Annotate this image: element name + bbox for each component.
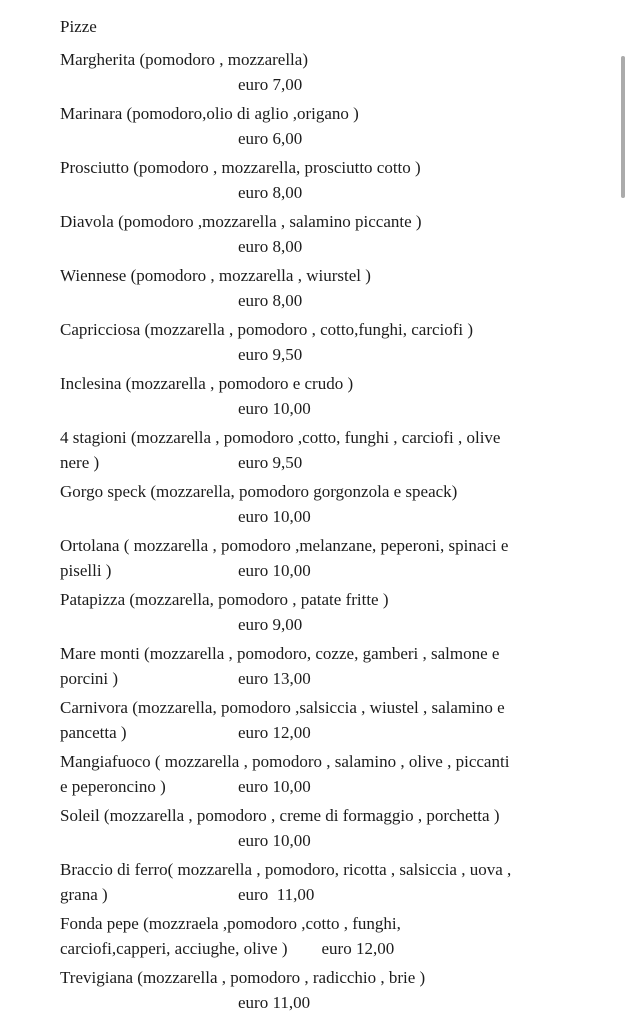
menu-item	[60, 803, 603, 853]
item-name: Mangiafuoco ( mozzarella , pomodoro , salamino , olive , piccanti	[60, 752, 510, 771]
item-name-continued: carciofi,capperi, acciughe, olive )	[60, 939, 288, 958]
item-name: Braccio di ferro( mozzarella , pomodoro, ricotta , salsiccia , uova ,	[60, 860, 512, 879]
menu-item	[60, 371, 603, 421]
item-name: 4 stagioni (mozzarella , pomodoro ,cotto, funghi , carciofi , olive	[60, 428, 501, 447]
item-price: euro 9,50	[238, 345, 303, 364]
item-price-line	[60, 990, 603, 1015]
item-price: euro 12,00	[321, 939, 395, 958]
item-price-line	[60, 342, 603, 367]
menu-item	[60, 209, 603, 259]
item-name-continued: nere )	[60, 453, 100, 472]
menu-item	[60, 965, 603, 1015]
item-price-line	[60, 612, 603, 637]
item-price-line	[60, 396, 603, 421]
item-price: euro 8,00	[238, 291, 303, 310]
item-price-line	[60, 936, 603, 961]
item-name: Gorgo speck (mozzarella, pomodoro gorgonzola e speack)	[60, 482, 458, 501]
menu-item	[60, 533, 603, 583]
item-price: euro 9,50	[238, 453, 303, 472]
menu-item	[60, 317, 603, 367]
menu-item	[60, 47, 603, 97]
item-name: Diavola (pomodoro ,mozzarella , salamino piccante )	[60, 212, 422, 231]
item-price-line	[60, 774, 603, 799]
item-price: euro 13,00	[238, 669, 311, 688]
item-name: Wiennese (pomodoro , mozzarella , wiurstel )	[60, 266, 371, 285]
item-price: euro 8,00	[238, 183, 303, 202]
menu-item	[60, 695, 603, 745]
item-price: euro 6,00	[238, 129, 303, 148]
item-name: Carnivora (mozzarella, pomodoro ,salsiccia , wiustel , salamino e	[60, 698, 505, 717]
item-name-continued: pancetta )	[60, 723, 127, 742]
menu-item	[60, 911, 603, 961]
item-price: euro 9,00	[238, 615, 303, 634]
item-name: Capricciosa (mozzarella , pomodoro , cotto,funghi, carciofi )	[60, 320, 474, 339]
item-price: euro 10,00	[238, 507, 311, 526]
scrollbar-thumb[interactable]	[621, 56, 625, 198]
item-name: Ortolana ( mozzarella , pomodoro ,melanzane, peperoni, spinaci e	[60, 536, 509, 555]
menu-item	[60, 641, 603, 691]
menu-item	[60, 587, 603, 637]
item-price-line	[60, 504, 603, 529]
menu-item-list	[60, 47, 603, 1015]
item-name: Inclesina (mozzarella , pomodoro e crudo )	[60, 374, 354, 393]
item-price-line	[60, 72, 603, 97]
item-price-line	[60, 450, 603, 475]
item-price: euro 10,00	[238, 831, 311, 850]
menu-item	[60, 857, 603, 907]
item-name: Trevigiana (mozzarella , pomodoro , radicchio , brie )	[60, 968, 426, 987]
item-name: Soleil (mozzarella , pomodoro , creme di formaggio , porchetta )	[60, 806, 500, 825]
item-price: euro 11,00	[238, 885, 315, 904]
item-price-line	[60, 558, 603, 583]
item-price-line	[60, 882, 603, 907]
menu-item	[60, 155, 603, 205]
item-price: euro 10,00	[238, 399, 311, 418]
menu-heading: Pizze	[60, 17, 97, 36]
menu-item	[60, 101, 603, 151]
item-price-line	[60, 666, 603, 691]
menu-item	[60, 425, 603, 475]
item-name: Margherita (pomodoro , mozzarella)	[60, 50, 308, 69]
item-price-line	[60, 828, 603, 853]
item-name: Fonda pepe (mozzraela ,pomodoro ,cotto , funghi,	[60, 914, 401, 933]
item-price: euro 7,00	[238, 75, 303, 94]
item-name: Patapizza (mozzarella, pomodoro , patate fritte )	[60, 590, 389, 609]
item-price-line	[60, 288, 603, 313]
menu-item	[60, 479, 603, 529]
menu-item	[60, 263, 603, 313]
item-price-line	[60, 720, 603, 745]
item-price: euro 10,00	[238, 561, 311, 580]
scrollbar-track[interactable]	[619, 0, 627, 1024]
item-name-continued: grana )	[60, 885, 108, 904]
item-price: euro 12,00	[238, 723, 311, 742]
menu-item	[60, 749, 603, 799]
item-price-line	[60, 234, 603, 259]
item-name-continued: porcini )	[60, 669, 119, 688]
item-name: Mare monti (mozzarella , pomodoro, cozze, gamberi , salmone e	[60, 644, 500, 663]
item-name: Prosciutto (pomodoro , mozzarella, prosciutto cotto )	[60, 158, 421, 177]
item-price: euro 11,00	[238, 993, 311, 1012]
item-name: Marinara (pomodoro,olio di aglio ,origano )	[60, 104, 359, 123]
item-name-continued: e peperoncino )	[60, 777, 166, 796]
item-price-line	[60, 180, 603, 205]
item-name-continued: piselli )	[60, 561, 112, 580]
item-price: euro 10,00	[238, 777, 311, 796]
item-price: euro 8,00	[238, 237, 303, 256]
item-price-line	[60, 126, 603, 151]
